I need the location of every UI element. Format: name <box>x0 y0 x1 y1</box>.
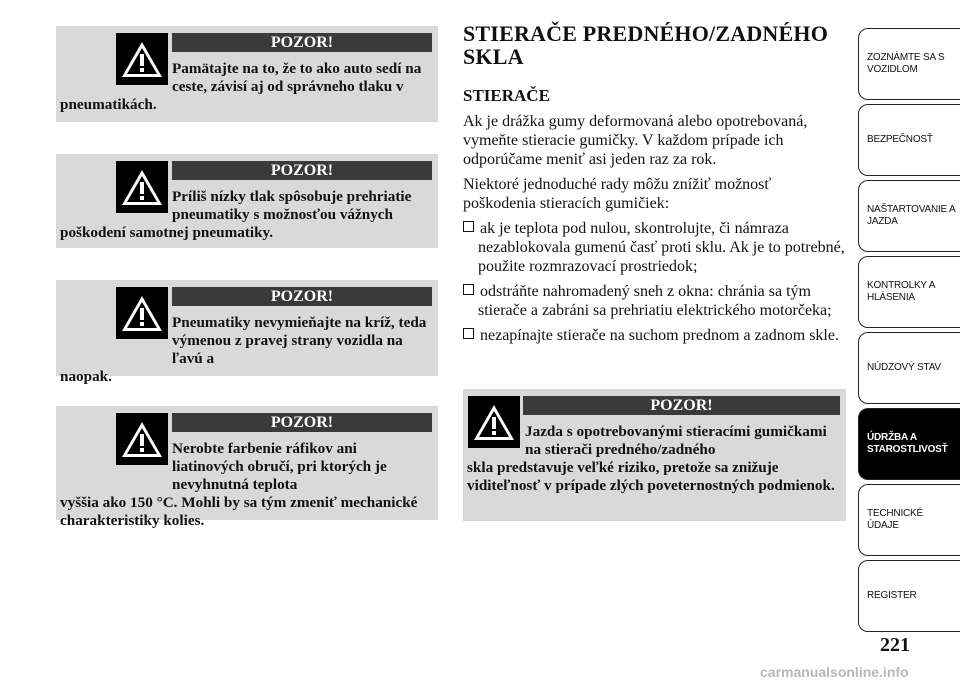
warning-box-1 <box>56 26 438 122</box>
warning-text: Pneumatiky nevymieňajte na kríž, teda výmenou z pravej strany vozidla na ľavú a naopak. <box>60 314 427 385</box>
warning-header: POZOR! <box>172 287 432 306</box>
list-item: nezapínajte stierače na suchom prednom a zadnom skle. <box>463 326 848 345</box>
warning-triangle-icon <box>116 33 168 85</box>
section-title: STIERAČE PREDNÉHO/ZADNÉHO SKLA <box>463 21 829 69</box>
list-item: ak je teplota pod nulou, skontrolujte, či námraza nezablokovala gumenú časť proti sklu. Ak je to potrebné, použite rozmrazovací prostriedok; <box>463 219 848 276</box>
warning-box-wipers <box>463 389 846 521</box>
tab-startovanie[interactable]: NAŠTARTOVANIE A JAZDA <box>858 180 960 252</box>
tab-nudzovy-stav[interactable]: NÚDZOVÝ STAV <box>858 332 960 404</box>
warning-text: Pamätajte na to, že to ako auto sedí na ceste, závisí aj od správneho tlaku v pneumatikách. <box>60 60 422 113</box>
checkbox-bullet-icon <box>463 328 474 339</box>
warning-triangle-icon <box>116 287 168 339</box>
section-subtitle: STIERAČE <box>463 86 550 105</box>
tab-technicke-udaje[interactable]: TECHNICKÉ ÚDAJE <box>858 484 960 556</box>
warning-header: POZOR! <box>172 413 432 432</box>
page-number: 221 <box>880 634 910 656</box>
chapter-tabs <box>858 0 960 686</box>
warning-text: Jazda s opotrebovanými stieracími gumičkami na stierači predného/zadného skla predstavuje veľké riziko, pretože sa znižuje viditeľnosť v prípade zlých poveternostných podmienok. <box>467 423 835 494</box>
tab-register[interactable]: REGISTER <box>858 560 960 632</box>
warning-text: Príliš nízky tlak spôsobuje prehriatie pneumatiky s možnosťou vážnych poškodení samotnej pneumatiky. <box>60 188 412 241</box>
warning-box-2 <box>56 154 438 248</box>
tab-vozidlo[interactable]: ZOZNÁMTE SA S VOZIDLOM <box>858 28 960 100</box>
warning-header: POZOR! <box>523 396 840 415</box>
warning-box-4 <box>56 406 438 529</box>
checkbox-bullet-icon <box>463 284 474 295</box>
tips-list <box>463 219 848 345</box>
warning-box-3 <box>56 280 438 385</box>
tab-udrzba[interactable]: ÚDRŽBA A STAROSTLIVOSŤ <box>858 408 960 480</box>
tab-kontrolky[interactable]: KONTROLKY A HLÁSENIA <box>858 256 960 328</box>
warning-header: POZOR! <box>172 161 432 180</box>
warning-text: Nerobte farbenie ráfikov ani liatinových obručí, pri ktorých je nevyhnutná teplota vyššia ako 150 °C. Mohli by sa tým zmeniť mechanické charakteristiky kolies. <box>60 440 418 529</box>
right-column <box>463 22 848 351</box>
warning-triangle-icon <box>116 161 168 213</box>
warning-triangle-icon <box>468 396 520 448</box>
paragraph-1: Ak je drážka gumy deformovaná alebo opotrebovaná, vymeňte stieracie gumičky. V každom prípade ich odporúčame meniť asi jeden raz za rok. <box>463 113 808 168</box>
footer-watermark: carmanualsonline.info <box>760 664 909 680</box>
warning-triangle-icon <box>116 413 168 465</box>
checkbox-bullet-icon <box>463 221 474 232</box>
list-item: odstráňte nahromadený sneh z okna: chránia sa tým stierače a zabráni sa prehriatiu elektrického motorčeka; <box>463 282 848 320</box>
paragraph-2: Niektoré jednoduché rady môžu znížiť možnosť poškodenia stieracích gumičiek: <box>463 176 772 212</box>
tab-bezpecnost[interactable]: BEZPEČNOSŤ <box>858 104 960 176</box>
warning-header: POZOR! <box>172 33 432 52</box>
